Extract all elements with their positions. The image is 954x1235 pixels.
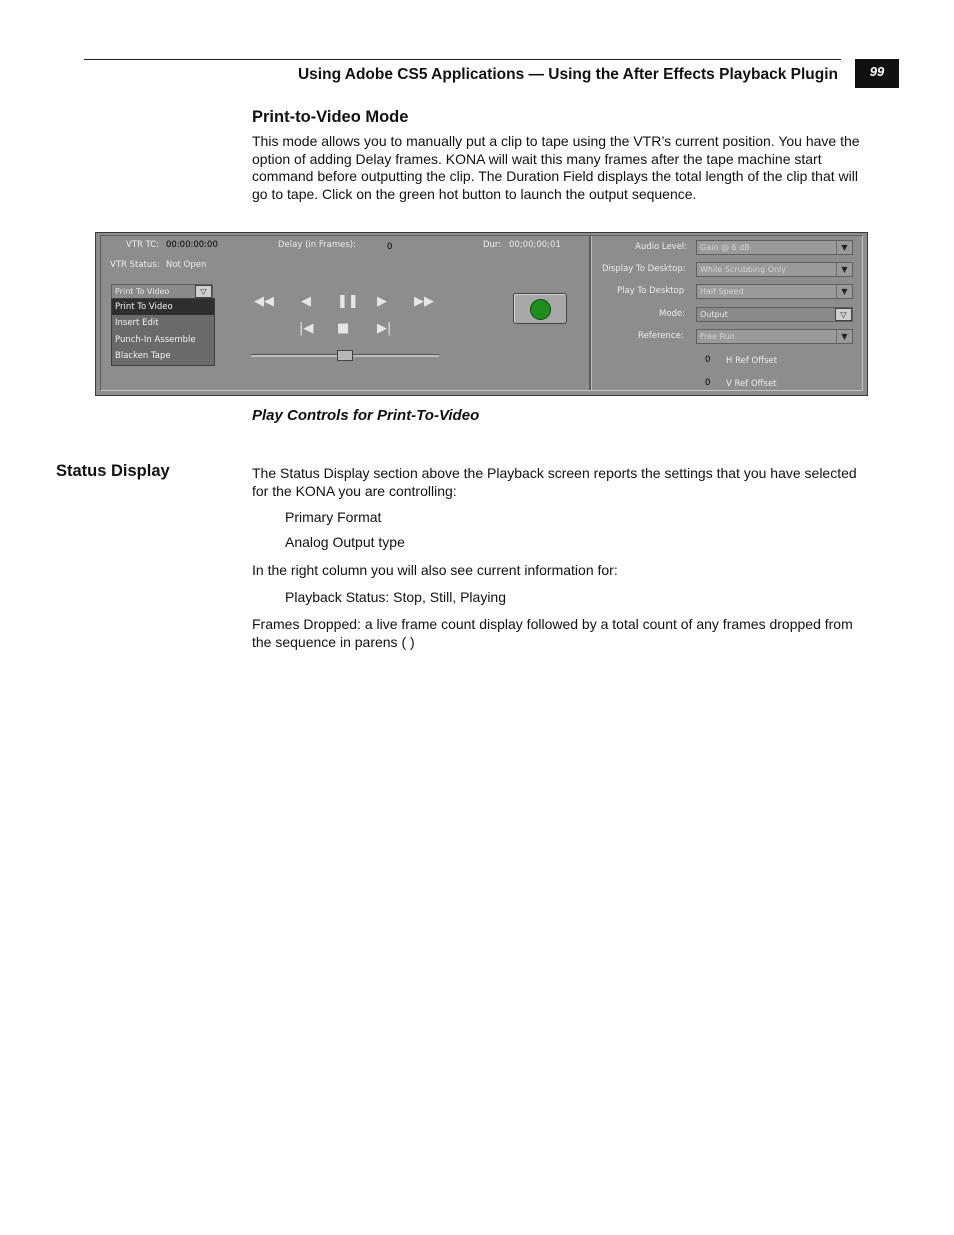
vtr-status-label: VTR Status: — [110, 260, 160, 270]
frames-dropped-text: Frames Dropped: a live frame count display followed by a total count of any frames dropped from the sequence in parens ( ) — [252, 616, 853, 650]
dur-value: 00;00;00;01 — [509, 240, 561, 250]
audio-level-value: Gain @ 6 dB — [700, 243, 750, 252]
list-item: Playback Status: Stop, Still, Playing — [285, 589, 506, 605]
mode-dropdown[interactable] — [111, 284, 213, 299]
menu-item-punch-in-assemble[interactable]: Punch-In Assemble — [115, 335, 196, 345]
vtr-status-value: Not Open — [166, 260, 207, 270]
green-hot-button-icon — [530, 299, 551, 320]
display-to-desktop-value: While Scrubbing Only — [700, 265, 787, 274]
chevron-down-icon: ▼ — [836, 330, 852, 343]
header-rule — [84, 59, 841, 60]
play-to-desktop-label: Play To Desktop — [617, 286, 685, 296]
chevron-down-icon: ▼ — [836, 241, 852, 254]
play-to-desktop-dropdown[interactable] — [696, 284, 853, 299]
panel-divider — [589, 236, 592, 390]
play-to-desktop-value: Half Speed — [700, 287, 744, 296]
fast-forward-icon[interactable]: ▶▶ — [414, 294, 434, 309]
output-go-button[interactable] — [513, 293, 567, 324]
menu-item-insert-edit[interactable]: Insert Edit — [115, 318, 159, 328]
chevron-down-icon: ▼ — [836, 285, 852, 298]
display-to-desktop-label: Display To Desktop: — [602, 264, 686, 274]
go-to-start-icon[interactable]: |◀ — [299, 321, 314, 336]
chevron-down-icon: ▽ — [835, 308, 852, 321]
h-ref-offset-label: H Ref Offset — [726, 356, 778, 366]
chevron-down-icon: ▽ — [195, 285, 212, 298]
scrub-slider-handle[interactable] — [337, 350, 353, 361]
list-item: Analog Output type — [285, 534, 405, 550]
chevron-down-icon: ▼ — [836, 263, 852, 276]
dur-label: Dur: — [483, 240, 502, 250]
mode-dropdown-value: Print To Video — [115, 287, 170, 296]
audio-level-dropdown[interactable] — [696, 240, 853, 255]
output-mode-value: Output — [700, 310, 728, 319]
reference-dropdown[interactable] — [696, 329, 853, 344]
menu-item-print-to-video[interactable]: Print To Video — [112, 299, 214, 315]
list-item: Primary Format — [285, 509, 382, 525]
page-number: 99 — [855, 59, 899, 88]
v-ref-offset-label: V Ref Offset — [726, 379, 777, 389]
output-mode-dropdown[interactable] — [696, 307, 853, 322]
stop-icon[interactable]: ■ — [337, 321, 350, 336]
section-body: This mode allows you to manually put a clip to tape using the VTR’s current position. You have the option of adding Delay frames. KONA will wait this many frames after the tape machine start command before outputting the clip. The Duration Field displays the total length of the clip that will go to tape. Click on the green hot button to launch the output sequence. — [252, 133, 860, 202]
h-ref-offset-value[interactable]: 0 — [705, 355, 711, 365]
play-controls-screenshot — [95, 232, 868, 396]
status-display-heading: Status Display — [56, 462, 170, 480]
go-to-end-icon[interactable]: ▶| — [377, 321, 392, 336]
section-title: Print-to-Video Mode — [252, 108, 409, 126]
play-icon[interactable]: ▶ — [377, 294, 387, 309]
vtr-tc-value: 00:00:00:00 — [166, 240, 218, 250]
mode-label: Mode: — [659, 309, 686, 319]
figure-caption: Play Controls for Print-To-Video — [252, 407, 480, 424]
running-title: Using Adobe CS5 Applications — Using the After Effects Playback Plugin — [297, 66, 838, 83]
rewind-icon[interactable]: ◀◀ — [254, 294, 274, 309]
reference-label: Reference: — [638, 331, 684, 341]
pause-icon[interactable]: ❚❚ — [337, 294, 359, 309]
right-column-text: In the right column you will also see current information for: — [252, 562, 618, 578]
delay-label: Delay (in Frames): — [278, 240, 356, 250]
delay-value[interactable]: 0 — [387, 242, 393, 252]
v-ref-offset-value[interactable]: 0 — [705, 378, 711, 388]
audio-level-label: Audio Level: — [635, 242, 688, 252]
menu-item-blacken-tape[interactable]: Blacken Tape — [115, 351, 171, 361]
vtr-tc-label: VTR TC: — [126, 240, 160, 250]
reference-value: Free Run — [700, 332, 735, 341]
step-back-icon[interactable]: ◀ — [301, 294, 311, 309]
mode-menu — [111, 298, 215, 366]
status-display-intro: The Status Display section above the Playback screen reports the settings that you have selected for the KONA you are controlling: — [252, 465, 857, 499]
panel-frame — [100, 235, 863, 391]
display-to-desktop-dropdown[interactable] — [696, 262, 853, 277]
